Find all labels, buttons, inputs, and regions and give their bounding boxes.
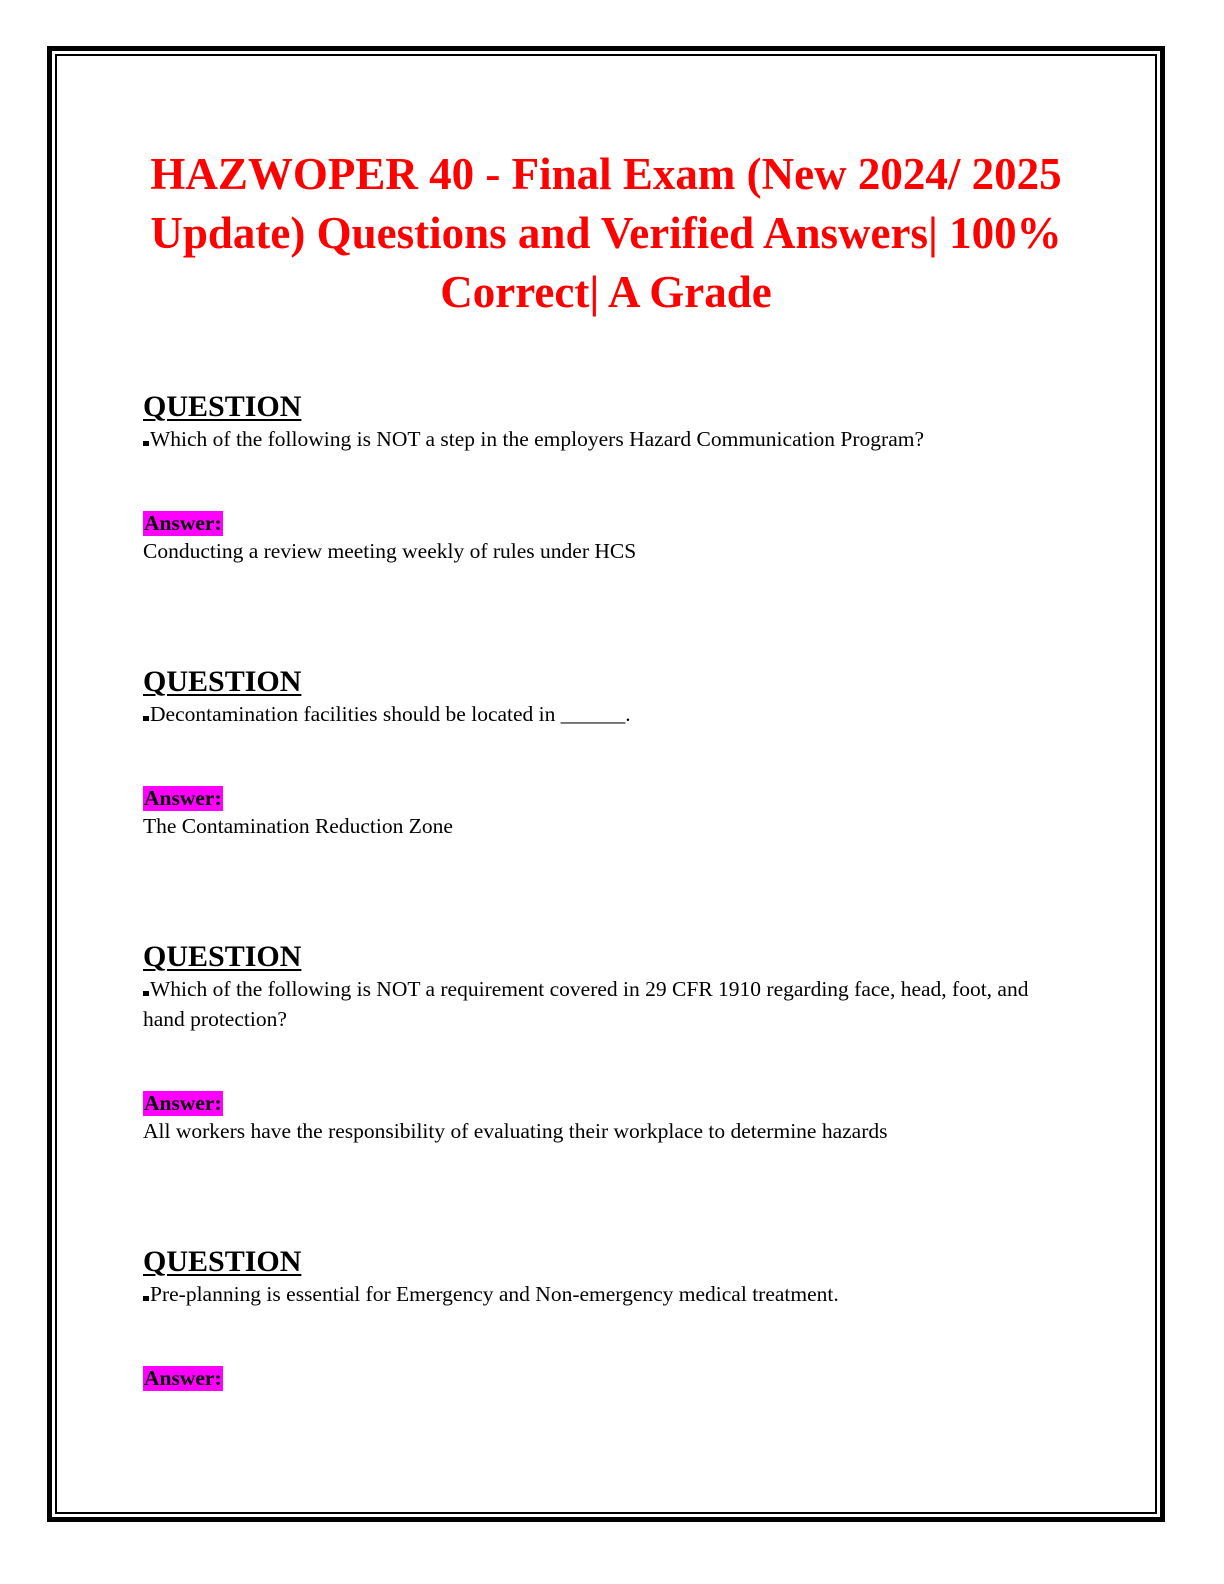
answer-text: Conducting a review meeting weekly of rules under HCS <box>143 539 637 563</box>
question-heading: QUESTION <box>143 940 302 973</box>
answer-label: Answer: <box>144 511 222 535</box>
qa-item <box>143 665 1043 841</box>
question-text: Which of the following is NOT a step in the employers Hazard Communication Program? <box>143 424 1043 454</box>
answer-label: Answer: <box>144 786 222 810</box>
answer-label: Answer: <box>144 1366 222 1390</box>
qa-item <box>143 1245 1043 1391</box>
answer-text: All workers have the responsibility of evaluating their workplace to determine hazards <box>143 1119 888 1143</box>
question-heading: QUESTION <box>143 1245 302 1278</box>
bullet-mark <box>143 1296 149 1301</box>
question-text: Pre-planning is essential for Emergency and Non-emergency medical treatment. <box>143 1279 1043 1309</box>
bullet-mark <box>143 441 149 446</box>
question-heading: QUESTION <box>143 665 302 698</box>
answer-text: The Contamination Reduction Zone <box>143 814 453 838</box>
bullet-mark <box>143 991 149 996</box>
bullet-mark <box>143 716 149 721</box>
qa-item <box>143 940 1043 1146</box>
document-title: HAZWOPER 40 - Final Exam (New 2024/ 2025 Update) Questions and Verified Answers| 100% Correct| A Grade <box>150 149 1062 317</box>
answer-label: Answer: <box>144 1091 222 1115</box>
qa-item <box>143 390 1043 566</box>
question-text: Decontamination facilities should be located in ______. <box>143 699 1043 729</box>
question-text: Which of the following is NOT a requirement covered in 29 CFR 1910 regarding face, head, foot, and hand protection? <box>143 977 1029 1031</box>
question-heading: QUESTION <box>143 390 302 423</box>
